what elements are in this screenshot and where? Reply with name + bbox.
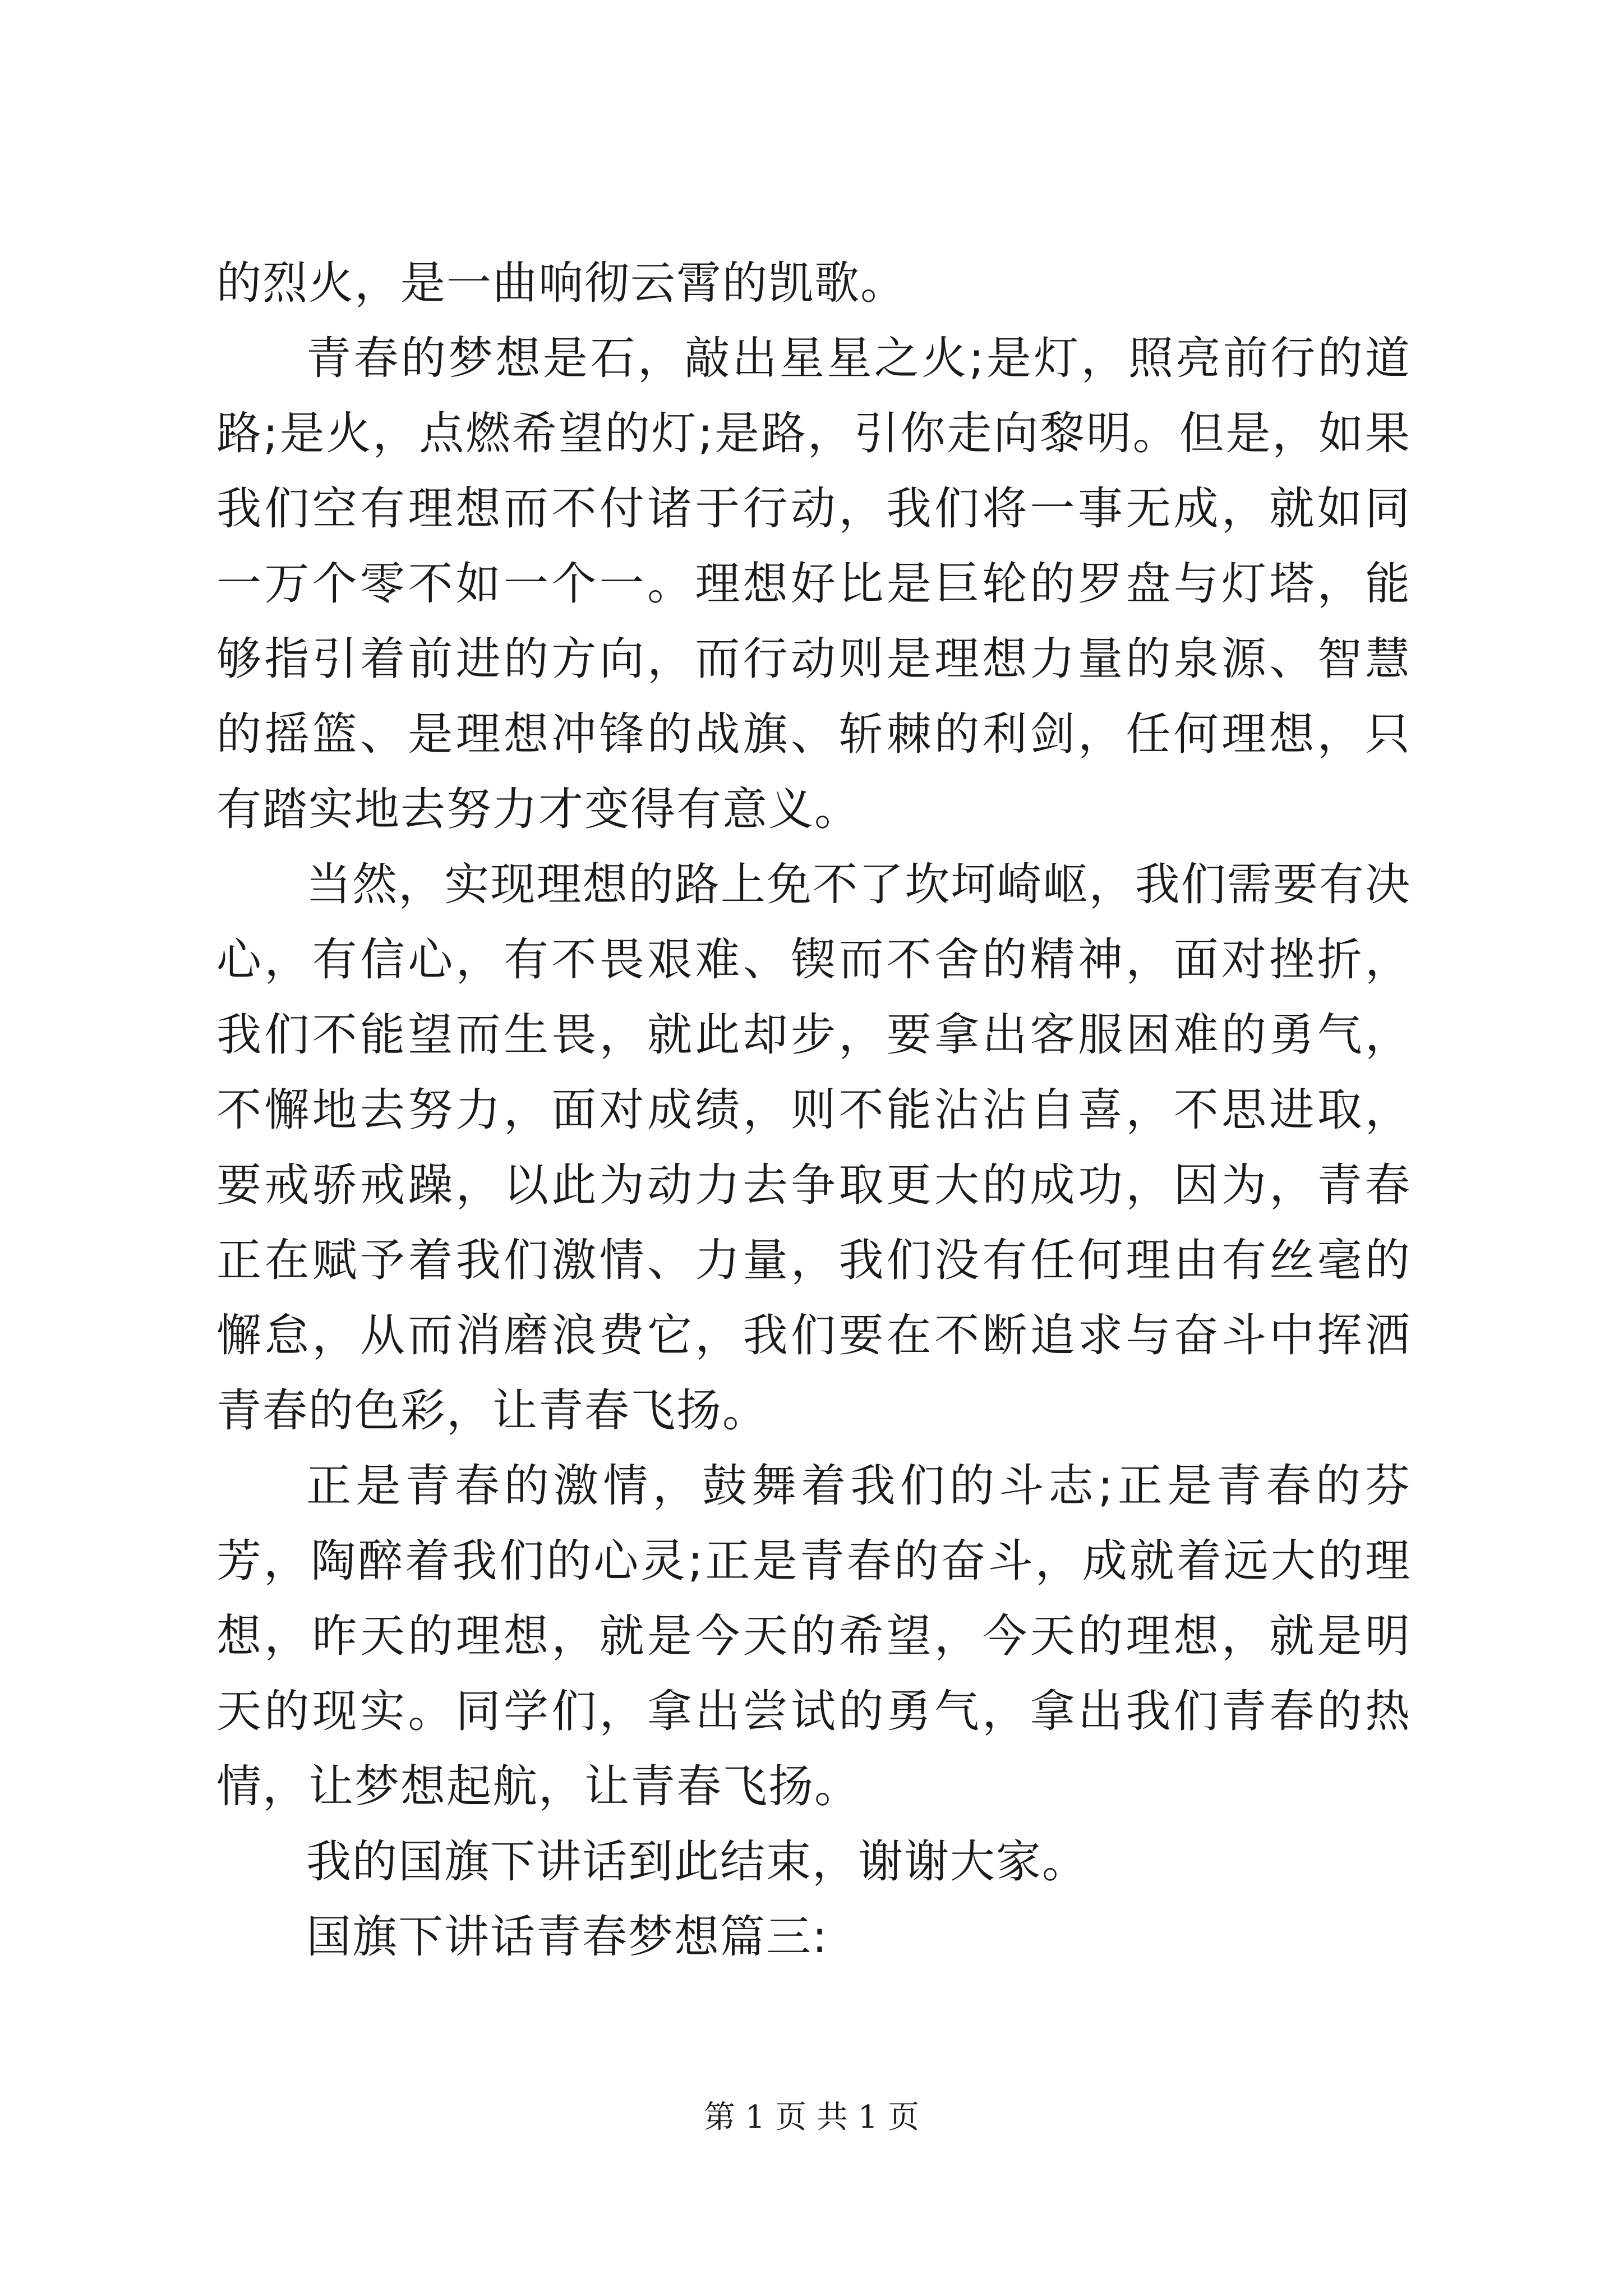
page-number-footer: 第 1 页 共 1 页 [703,2099,920,2136]
paragraph: 青春的梦想是石，敲出星星之火;是灯，照亮前行的道路;是火，点燃希望的灯;是路，引你走向黎明。但是，如果我们空有理想而不付诸于行动，我们将一事无成，就如同一万个零不如一个一。理想好比是巨轮的罗盘与灯塔，能够指引着前进的方向，而行动则是理想力量的泉源、智慧的摇篮、是理想冲锋的战旗、斩棘的利剑，任何理想，只有踏实地去努力才变得有意义。 [216,332,1411,835]
paragraph: 的烈火，是一曲响彻云霄的凯歌。 [216,257,906,309]
paragraph: 正是青春的激情，鼓舞着我们的斗志;正是青春的芬芳，陶醉着我们的心灵;正是青春的奋斗，成就着远大的理想，昨天的理想，就是今天的希望，今天的理想，就是明天的现实。同学们，拿出尝试的勇气，拿出我们青春的热情，让梦想起航，让青春飞扬。 [216,1460,1411,1812]
document-body [216,246,1411,1975]
paragraph: 我的国旗下讲话到此结束，谢谢大家。 [306,1835,1088,1888]
paragraph: 国旗下讲话青春梦想篇三: [306,1911,828,1963]
paragraph: 当然，实现理想的路上免不了坎坷崎岖，我们需要有决心，有信心，有不畏艰难、锲而不舍的精神，面对挫折，我们不能望而生畏，就此却步，要拿出客服困难的勇气，不懈地去努力，面对成绩，则不能沾沾自喜，不思进取，要戒骄戒躁，以此为动力去争取更大的成功，因为，青春正在赋予着我们激情、力量，我们没有任何理由有丝毫的懈怠，从而消磨浪费它，我们要在不断追求与奋斗中挥洒青春的色彩，让青春飞扬。 [216,858,1411,1437]
